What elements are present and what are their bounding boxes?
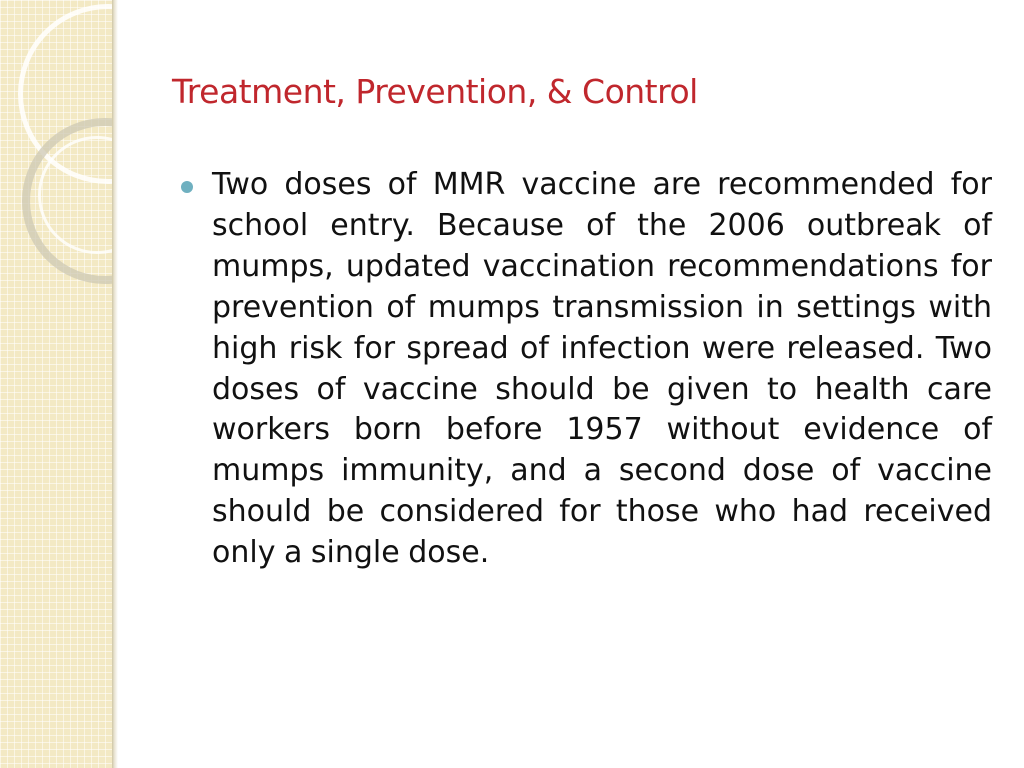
decorative-side-panel <box>0 0 112 768</box>
bullet-item <box>180 165 992 574</box>
slide-content <box>180 165 992 574</box>
slide-title: Treatment, Prevention, & Control <box>172 72 698 111</box>
bullet-text: Two doses of MMR vaccine are recommended for school entry. Because of the 2006 outbreak of mumps, updated vaccination recommendations for prevention of mumps transmission in settings with high risk for spread of infection were released. Two doses of vaccine should be given to health care workers born before 1957 without evidence of mumps immunity, and a second dose of vaccine should be considered for those who had received only a single dose. <box>212 167 992 571</box>
bullet-dot-icon <box>181 181 193 193</box>
side-panel-shadow <box>112 0 118 768</box>
